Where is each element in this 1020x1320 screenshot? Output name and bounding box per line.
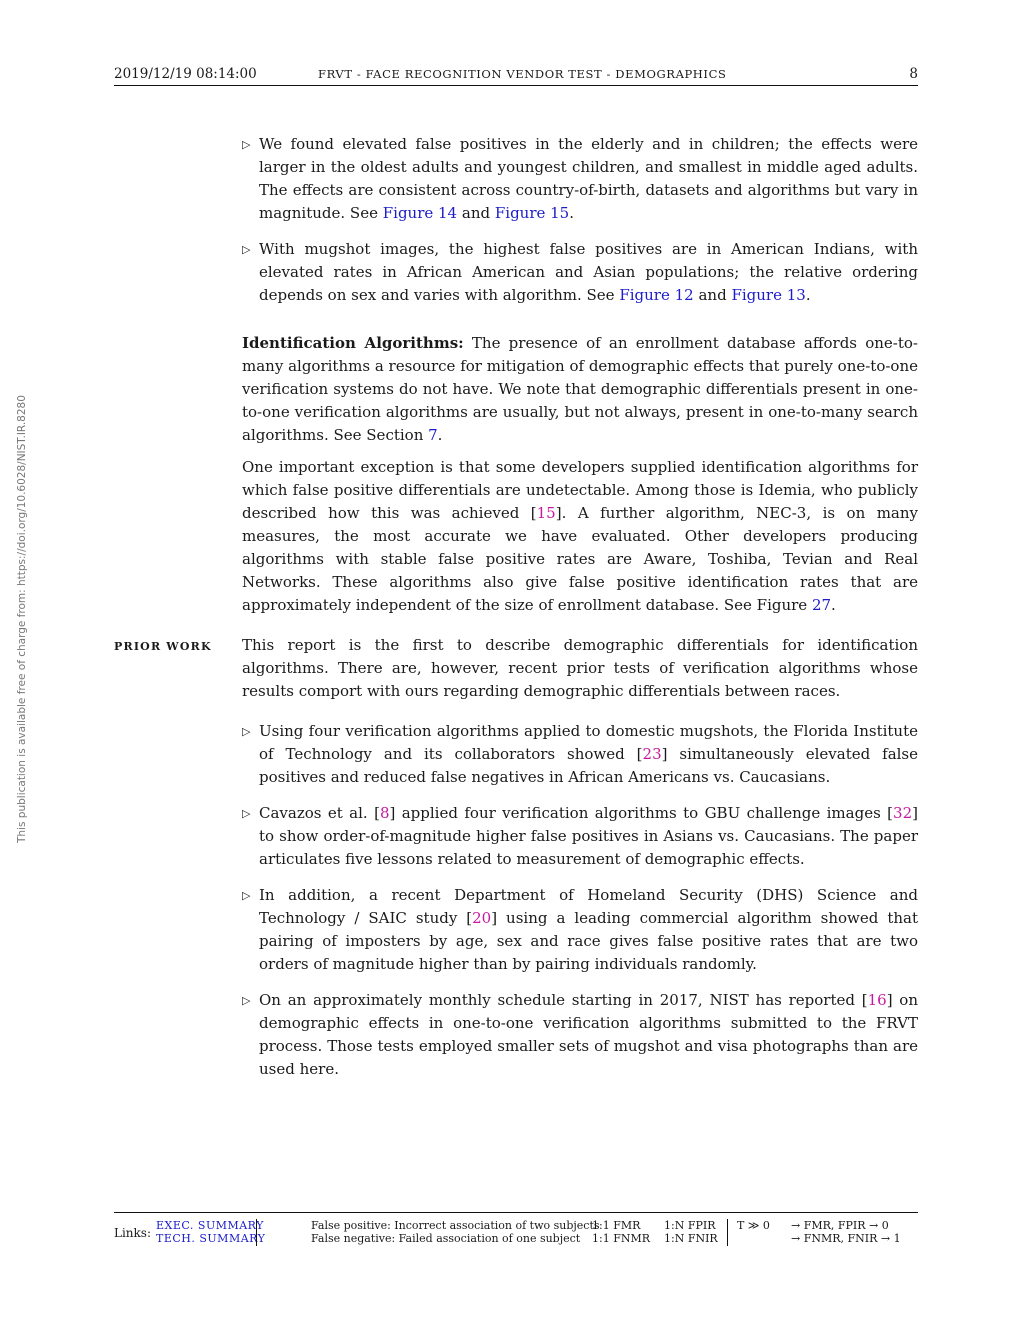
list-item (242, 802, 918, 871)
bullet-text: On an approximately monthly schedule starting in 2017, NIST has reported [ (259, 991, 868, 1009)
list-item (242, 720, 918, 789)
page-footer (114, 1218, 918, 1250)
footer-links-label: Links: (114, 1226, 152, 1240)
bullet-text: ] using a leading commercial algorithm showed that pairing of imposters by age, sex and race gives false positive rates that are two orders of magnitude higher than by pairing individuals randomly. (259, 909, 918, 973)
bullet-text: . (805, 286, 811, 304)
list-item (242, 238, 918, 307)
top-bullet-list (242, 133, 918, 320)
triangle-bullet-icon: ▷ (242, 243, 251, 256)
fpir-term: 1:N FPIR (664, 1219, 716, 1232)
triangle-bullet-icon: ▷ (242, 725, 251, 738)
bullet-text: In addition, a recent Department of Homeland Security (DHS) Science and Technology / SAIC study [ (259, 886, 918, 927)
bullet-text: Cavazos et al. [ (259, 804, 380, 822)
citation-link[interactable]: 16 (867, 991, 887, 1009)
fmr-term: 1:1 FMR (592, 1219, 641, 1232)
list-item (242, 884, 918, 976)
bullet-text: ] on demographic effects in one-to-one verification algorithms submitted to the FRVT process. Those tests employed smaller sets of mugshot and visa photographs than are used here. (259, 991, 919, 1078)
figure-link[interactable]: Figure 12 (619, 286, 694, 304)
triangle-bullet-icon: ▷ (242, 138, 251, 151)
identification-section (242, 332, 918, 626)
fp-limit-note: → FMR, FPIR → 0 (791, 1219, 889, 1232)
paragraph-text: . (437, 426, 443, 444)
figure-link[interactable]: Figure 13 (731, 286, 806, 304)
threshold-note: T ≫ 0 (737, 1219, 770, 1232)
doi-sidebar-note: This publication is available free of charge from: https://doi.org/10.6028/NIST.IR.8280 (16, 395, 28, 843)
footer-separator (256, 1219, 257, 1246)
prior-work-label: PRIOR WORK (114, 640, 212, 653)
fnmr-term: 1:1 FNMR (592, 1232, 651, 1245)
exec-summary-link[interactable]: EXEC. SUMMARY (156, 1219, 264, 1232)
bullet-text: and (693, 286, 732, 304)
page-number: 8 (909, 66, 918, 82)
citation-link[interactable]: 20 (472, 909, 492, 927)
bullet-text: With mugshot images, the highest false positives are in American Indians, with elevated rates in African American and Asian populations; the relative ordering depends on sex and varies with algorithm. See (259, 240, 918, 304)
triangle-bullet-icon: ▷ (242, 807, 251, 820)
paragraph-text: ]. A further algorithm, NEC-3, is on many measures, the most accurate we have evaluated. Other developers producing algorithms with stable false positive rates are Aware, Toshiba, Tevian and Real Networks. These algorithms also give false positive identification rates that are approximately independent of the size of enrollment database. See Figure (242, 504, 918, 614)
bullet-text: Using four verification algorithms applied to domestic mugshots, the Florida Institute of Technology and its collaborators showed [ (259, 722, 918, 763)
triangle-bullet-icon: ▷ (242, 994, 251, 1007)
bullet-text: . (569, 204, 575, 222)
figure-link[interactable]: Figure 14 (382, 204, 458, 222)
fn-limit-note: → FNMR, FNIR → 1 (791, 1232, 901, 1245)
figure-link[interactable]: Figure 15 (494, 204, 570, 222)
citation-link[interactable]: 23 (642, 745, 662, 763)
bullet-text: We found elevated false positives in the elderly and in children; the effects were larger in the oldest adults and youngest children, and smallest in middle aged adults. The effects are consistent across country-of-birth, datasets and algorithms but vary in magnitude. See (259, 135, 918, 222)
page-header (114, 63, 918, 86)
figure-link[interactable]: 27 (811, 596, 832, 614)
triangle-bullet-icon: ▷ (242, 889, 251, 902)
bullet-text: ] applied four verification algorithms to GBU challenge images [ (389, 804, 894, 822)
footer-separator (727, 1219, 728, 1246)
paragraph-text: The presence of an enrollment database affords one-to-many algorithms a resource for mitigation of demographic effects that purely one-to-one verification systems do not have. We note that demographic differentials present in one-to-one verification algorithms are usually, but not always, present in one-to-many search algorithms. See Section (242, 334, 918, 444)
fnir-term: 1:N FNIR (664, 1232, 718, 1245)
list-item (242, 133, 918, 225)
citation-link[interactable]: 32 (893, 804, 913, 822)
list-item (242, 989, 918, 1081)
paragraph (242, 332, 918, 447)
paragraph-text: . (831, 596, 836, 614)
citation-link[interactable]: 8 (379, 804, 390, 822)
tech-summary-link[interactable]: TECH. SUMMARY (156, 1232, 266, 1245)
section-heading: Identification Algorithms: (242, 334, 464, 352)
footer-divider (114, 1212, 918, 1213)
bullet-text: ] simultaneously elevated false positives and reduced false negatives in African Americans vs. Caucasians. (259, 745, 919, 786)
paragraph-text: One important exception is that some developers supplied identification algorithms for which false positive differentials are undetectable. Among those is Idemia, who publicly described how this was achieved [ (242, 458, 918, 522)
header-date: 2019/12/19 08:14:00 (114, 66, 257, 82)
prior-work-intro: This report is the first to describe demographic differentials for identification algorithms. There are, however, recent prior tests of verification algorithms whose results comport with ours regarding demographic differentials between races. (242, 636, 918, 700)
bullet-text: ] to show order-of-magnitude higher false positives in Asians vs. Caucasians. The paper articulates five lessons related to measurement of demographic effects. (259, 804, 918, 868)
false-positive-definition: False positive: Incorrect association of two subjects (311, 1219, 600, 1232)
citation-link[interactable]: 15 (536, 504, 556, 522)
false-negative-definition: False negative: Failed association of one subject (311, 1232, 581, 1245)
prior-work-section (242, 634, 918, 1094)
header-title: FRVT - FACE RECOGNITION VENDOR TEST - DEMOGRAPHICS (318, 67, 727, 81)
paragraph (242, 456, 918, 617)
bullet-text: and (457, 204, 495, 222)
section-link[interactable]: 7 (428, 426, 438, 444)
